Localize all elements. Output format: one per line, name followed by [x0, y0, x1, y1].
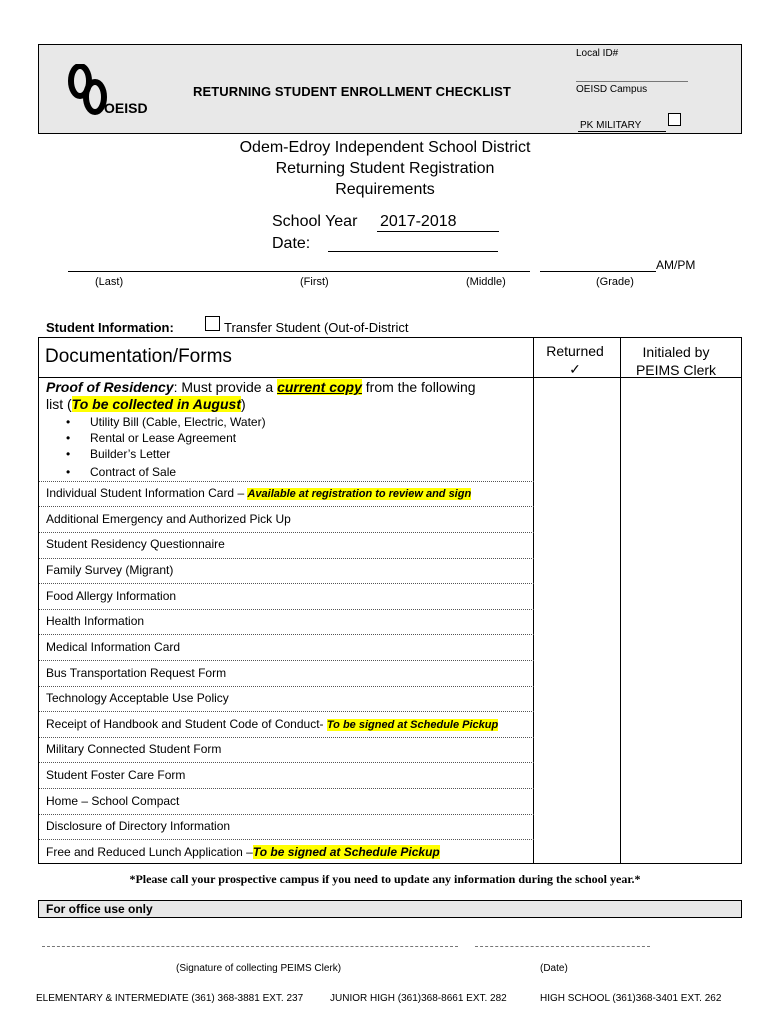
- collected-august-note: To be collected in August: [71, 396, 241, 412]
- bullet-icon: •: [66, 431, 71, 445]
- table-row: Food Allergy Information: [46, 589, 177, 603]
- row-note: Available at registration to review and sign: [247, 488, 472, 500]
- local-id-line[interactable]: [576, 81, 688, 82]
- transfer-student-checkbox[interactable]: [205, 316, 220, 331]
- row-divider: [39, 634, 534, 635]
- date-label: Date:: [272, 235, 311, 252]
- row-divider: [39, 711, 534, 712]
- pk-military-line: [578, 131, 666, 132]
- ampm-label: AM/PM: [656, 258, 696, 272]
- bullet-icon: •: [66, 447, 71, 461]
- row-divider: [39, 814, 534, 815]
- row-divider: [39, 583, 534, 584]
- proof-of-residency-line1: [46, 379, 476, 395]
- footer-high-school-phone: HIGH SCHOOL (361)368-3401 EXT. 262: [540, 993, 722, 1004]
- row-label: Receipt of Handbook and Student Code of Conduct-: [46, 717, 327, 731]
- current-copy-emphasis: current copy: [277, 379, 362, 395]
- transfer-student-label: Transfer Student (Out-of-District: [224, 320, 409, 335]
- requirements-title: Requirements: [335, 181, 435, 198]
- clerk-signature-field[interactable]: [42, 946, 458, 947]
- first-name-label: (First): [300, 276, 329, 288]
- row-label: Individual Student Information Card –: [46, 486, 248, 500]
- proof-of-residency-line2: [46, 396, 246, 412]
- list-item: Utility Bill (Cable, Electric, Water): [90, 415, 266, 429]
- table-row: Student Residency Questionnaire: [46, 537, 225, 551]
- table-row: Bus Transportation Request Form: [46, 666, 227, 680]
- table-row: Medical Information Card: [46, 640, 181, 654]
- proof-text-d: ): [240, 396, 246, 412]
- list-item: Rental or Lease Agreement: [90, 431, 237, 445]
- row-divider: [39, 686, 534, 687]
- column-divider: [620, 338, 621, 863]
- table-row: Home – School Compact: [46, 794, 180, 808]
- footer-elementary-phone: ELEMENTARY & INTERMEDIATE (361) 368-3881 EXT. 237: [36, 993, 304, 1004]
- signature-date-field[interactable]: [475, 946, 650, 947]
- district-name: Odem-Edroy Independent School District: [239, 139, 531, 156]
- row-note: To be signed at Schedule Pickup: [326, 719, 499, 731]
- check-mark-icon: ✓: [569, 361, 581, 377]
- table-row: Family Survey (Migrant): [46, 563, 174, 577]
- campus-label: OEISD Campus: [576, 84, 648, 95]
- student-name-field[interactable]: [68, 271, 530, 272]
- proof-label: Proof of Residency: [46, 379, 174, 395]
- row-divider: [39, 609, 534, 610]
- table-row: [46, 717, 498, 731]
- returned-header: Returned: [546, 343, 604, 359]
- row-divider: [39, 788, 534, 789]
- update-notice: *Please call your prospective campus if you need to update any information during the school year.*: [129, 872, 641, 886]
- local-id-label: Local ID#: [576, 48, 619, 59]
- checklist-title: RETURNING STUDENT ENROLLMENT CHECKLIST: [193, 84, 511, 99]
- school-year-line: [377, 231, 499, 232]
- grade-field[interactable]: [540, 271, 656, 272]
- table-row: [46, 486, 471, 500]
- row-divider: [39, 737, 534, 738]
- table-row: Health Information: [46, 614, 145, 628]
- column-divider: [533, 338, 534, 863]
- row-divider: [39, 481, 534, 482]
- initialed-header-line2: PEIMS Clerk: [635, 362, 717, 378]
- proof-text-a: : Must provide a: [173, 379, 278, 395]
- bullet-icon: •: [66, 465, 71, 479]
- middle-name-label: (Middle): [466, 276, 506, 288]
- table-row: Disclosure of Directory Information: [46, 819, 231, 833]
- table-row: Military Connected Student Form: [46, 742, 222, 756]
- table-row: Technology Acceptable Use Policy: [46, 691, 229, 705]
- school-year-value: 2017-2018: [380, 213, 457, 230]
- table-row: Student Foster Care Form: [46, 768, 186, 782]
- registration-title: Returning Student Registration: [275, 160, 495, 177]
- student-info-label: Student Information:: [46, 320, 174, 335]
- initialed-header: [620, 343, 732, 379]
- row-divider: [39, 532, 534, 533]
- documentation-heading: Documentation/Forms: [45, 346, 232, 367]
- proof-text-c: list (: [46, 396, 72, 412]
- school-year-label: School Year: [272, 213, 358, 230]
- office-use-label: For office use only: [46, 902, 153, 916]
- grade-label: (Grade): [596, 276, 634, 288]
- row-label: Free and Reduced Lunch Application –: [46, 845, 253, 859]
- row-divider: [39, 558, 534, 559]
- row-divider: [39, 506, 534, 507]
- date-field[interactable]: [328, 251, 498, 252]
- bullet-icon: •: [66, 415, 71, 429]
- logo-text: OEISD: [104, 100, 148, 116]
- list-item: Builder’s Letter: [90, 447, 171, 461]
- proof-text-b: from the following: [361, 379, 476, 395]
- initialed-header-line1: Initialed by: [642, 344, 710, 360]
- clerk-signature-label: (Signature of collecting PEIMS Clerk): [176, 963, 342, 974]
- signature-date-label: (Date): [540, 963, 568, 974]
- pk-military-label: PK MILITARY: [580, 120, 642, 131]
- footer-junior-high-phone: JUNIOR HIGH (361)368-8661 EXT. 282: [330, 993, 507, 1004]
- last-name-label: (Last): [95, 276, 124, 288]
- row-note: To be signed at Schedule Pickup: [252, 845, 440, 859]
- table-row: Additional Emergency and Authorized Pick Up: [46, 512, 291, 526]
- row-divider: [39, 762, 534, 763]
- table-row: [46, 845, 440, 859]
- list-item: Contract of Sale: [90, 465, 177, 479]
- row-divider: [39, 839, 534, 840]
- row-divider: [39, 660, 534, 661]
- pk-military-checkbox[interactable]: [668, 113, 681, 126]
